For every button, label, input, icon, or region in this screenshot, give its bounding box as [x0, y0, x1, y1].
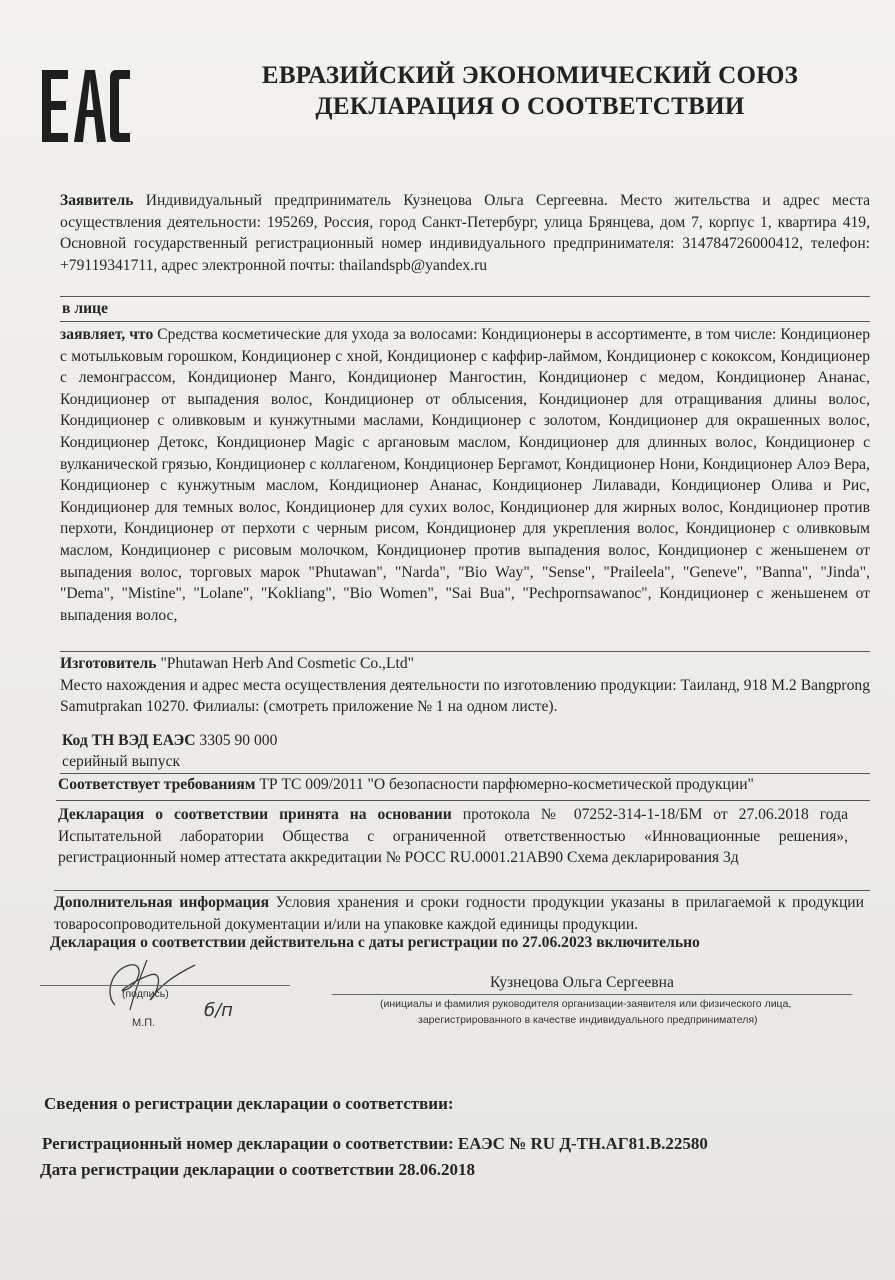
registration-number: Регистрационный номер декларации о соответствии: ЕАЭС № RU Д-TH.АГ81.В.22580 [42, 1134, 708, 1153]
person-label: в лице [62, 300, 108, 317]
validity-text: Декларация о соответствии действительна с даты регистрации по 27.06.2023 включительно [50, 934, 700, 951]
applicant-block [60, 190, 870, 276]
manufacturer-block [60, 653, 870, 718]
conforms-row [58, 776, 754, 794]
tnved-value: 3305 90 000 [199, 732, 278, 749]
tnved-label: Код ТН ВЭД ЕАЭС [62, 732, 196, 749]
additional-label: Дополнительная информация [54, 894, 270, 911]
divider [60, 773, 870, 774]
divider [60, 296, 870, 297]
registration-heading: Сведения о регистрации декларации о соответствии: [44, 1094, 454, 1113]
basis-block [58, 804, 848, 869]
registration-date: Дата регистрации декларации о соответствии 28.06.2018 [40, 1160, 475, 1179]
tnved-row [62, 732, 277, 750]
manufacturer-name: "Phutawan Herb And Cosmetic Co.,Ltd" [160, 655, 414, 672]
conforms-label: Соответствует требованиям [58, 776, 256, 793]
signature-caption: (подпись) [122, 988, 169, 1000]
applicant-text: Индивидуальный предприниматель Кузнецова Ольга Сергеевна. Место жительства и адрес места осуществления деятельности: 195269, Россия, город Санкт-Петербург, улица Брянцева, дом 7, корпус 1, квартира 419, Основной государственный регистрационный номер индивидуального предпринимателя: 314784726000412, телефон: +79119341711, адрес электронной почты: thailandspb@yandex.ru [60, 192, 870, 274]
divider [60, 651, 870, 652]
person-row [62, 300, 108, 318]
no-stamp-mark: б/п [204, 1000, 233, 1021]
signer-caption-1: (инициалы и фамилия руководителя организации-заявителя или физического лица, [380, 998, 792, 1010]
divider [54, 890, 870, 891]
divider [60, 321, 870, 322]
manufacturer-address: Место нахождения и адрес места осуществления деятельности по изготовлению продукции: Таиланд, 918 M.2 Bangprong Samutprakan 10270. Филиалы: (смотреть приложение № 1 на одном листе). [60, 676, 870, 716]
conforms-text: ТР ТС 009/2011 "О безопасности парфюмерно-косметической продукции" [259, 776, 754, 793]
signature-line [40, 985, 290, 986]
applicant-label: Заявитель [60, 192, 134, 209]
signer-line [332, 994, 852, 995]
divider [56, 800, 870, 801]
signer-caption-2: зарегистрированного в качестве индивидуального предпринимателя) [418, 1014, 758, 1026]
declares-label: заявляет, что [60, 326, 154, 343]
header-declaration-title: ДЕКЛАРАЦИЯ О СООТВЕТСТВИИ [315, 93, 745, 120]
additional-block [54, 892, 864, 935]
manufacturer-label: Изготовитель [60, 655, 157, 672]
signer-name: Кузнецова Ольга Сергеевна [490, 974, 674, 991]
additional-text: Условия хранения и сроки годности продукции указаны в прилагаемой к продукции товаросопроводительной документации и/или на упаковке каждой единицы продукции. [54, 894, 864, 933]
eac-logo-icon [40, 66, 132, 146]
stamp-label: М.П. [132, 1017, 156, 1029]
product-block [60, 324, 870, 626]
product-description: Средства косметические для ухода за волосами: Кондиционеры в ассортименте, в том числе: Кондиционер с мотыльковым горошком, Кондиционер с хной, Кондиционер с каффир-лаймом, Кондиционер с кококсом, Кондиционер с лемонграссом, Кондиционер Манго, Кондиционер Мангостин, Кондиционер с медом, Кондиционер Ананас, Кондиционер от выпадения волос, Кондиционер от облысения, Кондиционер для отращивания длины волос, Кондиционер с оливковым и кунжутными маслами, Кондиционер с золотом, Кондиционер для окрашенных волос, Кондиционер Детокс, Кондиционер Magic с аргановым маслом, Кондиционер для длинных волос, Кондиционер с вулканической грязью, Кондиционер с коллагеном, Кондиционер Бергамот, Кондиционер Нони, Кондиционер Алоэ Вера, Кондиционер с кунжутным маслом, Кондиционер Ананас, Кондиционер Лилавади, Кондиционер Олива и Рис, Кондиционер для темных волос, Кондиционер для сухих волос, Кондиционер для жирных волос, Кондиционер против перхоти, Кондиционер от перхоти с черным рисом, Кондиционер для укрепления волос, Кондиционер с оливковым маслом, Кондиционер с рисовым молочком, Кондиционер против выпадения волос, Кондиционер с женьшенем от выпадения волос, торговых марок "Phutawan", "Narda", "Bio Way", "Sense", "Praileela", "Geneve", "Banna", "Jinda", "Dema", "Mistine", "Lolane", "Kokliang", "Bio Women", "Sai Bua", "Pechpornsawanoc", Кондиционер с женьшенем от выпадения волос, [60, 326, 870, 624]
header-union-title: ЕВРАЗИЙСКИЙ ЭКОНОМИЧЕСКИЙ СОЮЗ [261, 62, 799, 89]
serial-row: серийный выпуск [62, 753, 181, 770]
basis-label: Декларация о соответствии принята на основании [58, 806, 452, 823]
basis-text: протокола № 07252-314-1-18/БМ от 27.06.2018 года Испытательной лаборатории Общества с ограниченной ответственностью «Инновационные решения», регистрационный номер аттестата аккредитации № РОСС RU.0001.21АВ90 Схема декларирования 3д [58, 806, 848, 867]
